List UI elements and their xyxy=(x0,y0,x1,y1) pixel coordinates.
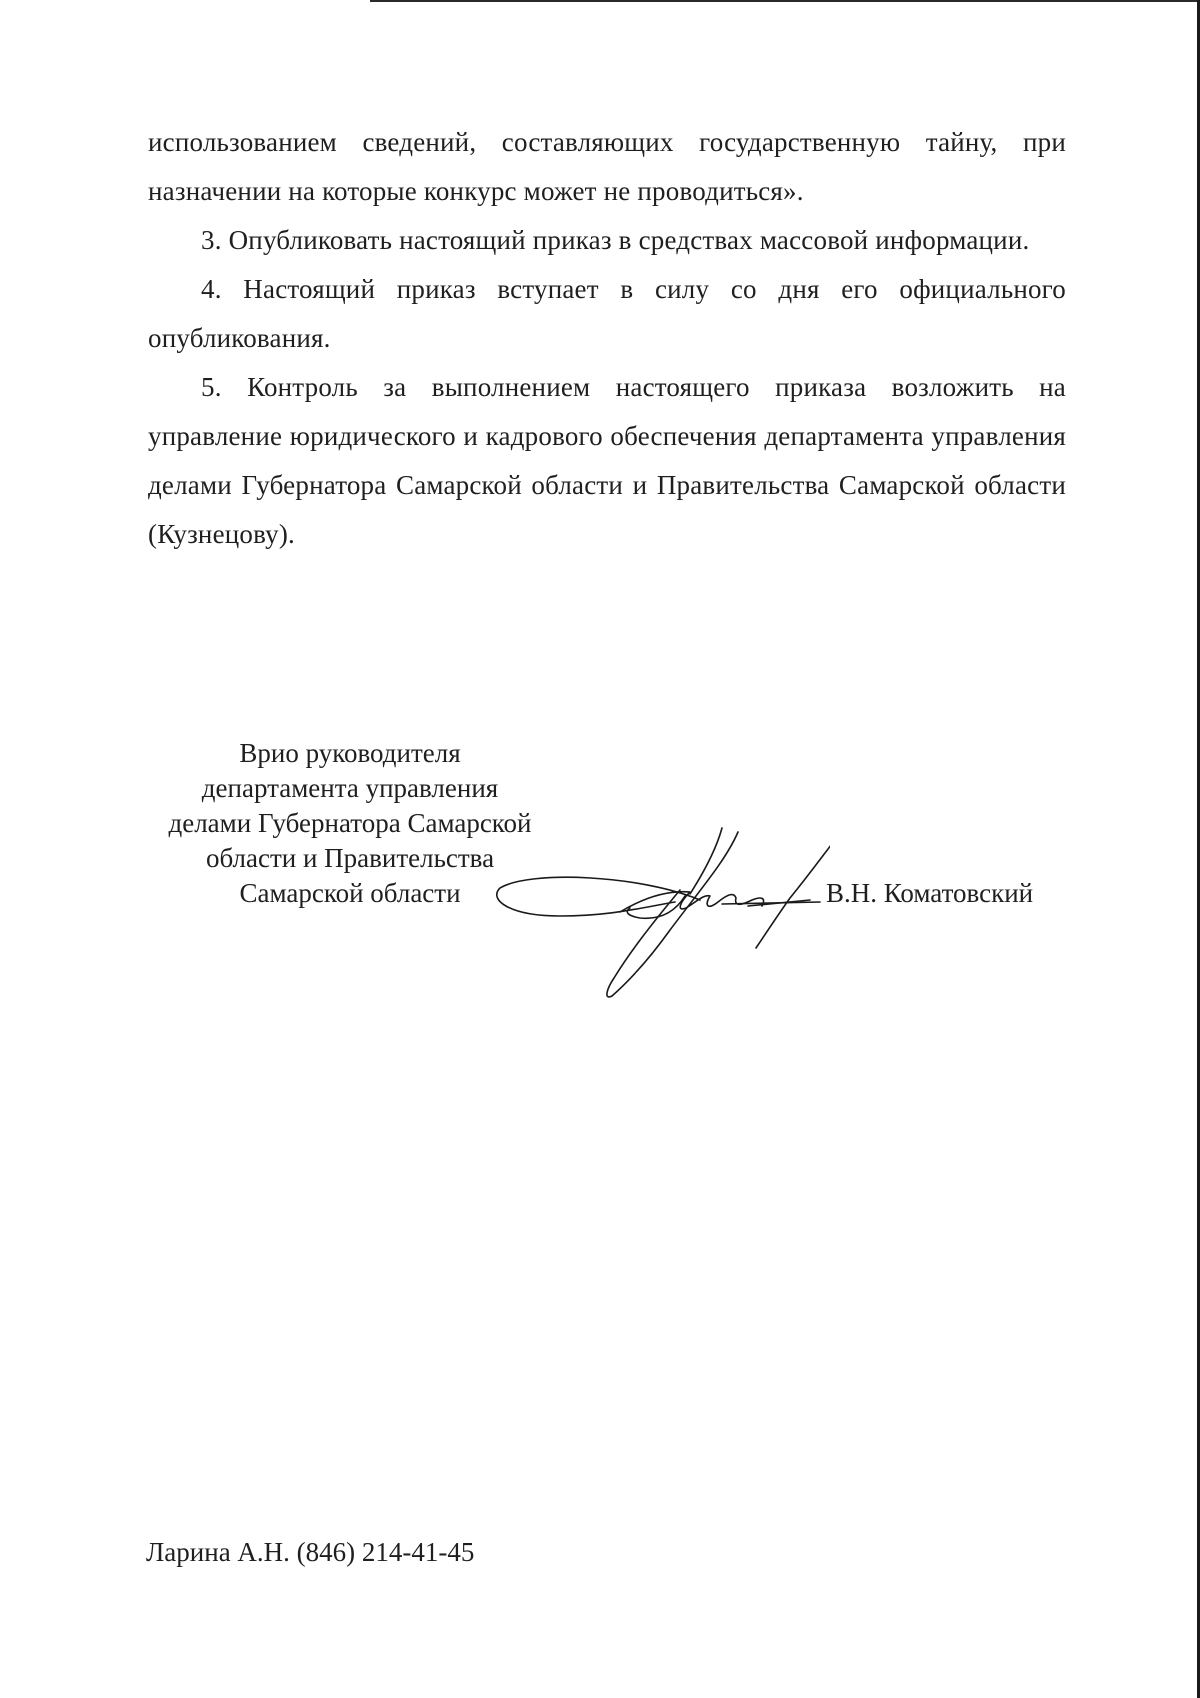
paragraph-item-4: 4. Настоящий приказ вступает в силу со дня его официального опубликования. xyxy=(148,274,1066,353)
contact-info: Ларина А.Н. (846) 214-41-45 xyxy=(146,1537,475,1567)
signatory-position-line: Самарской области xyxy=(239,878,461,908)
signatory-position-line: делами Губернатора Самарской xyxy=(168,808,532,838)
signatory-position-line: области и Правительства xyxy=(205,843,495,873)
signatory-position-line: департамента управления xyxy=(201,773,499,803)
paragraph-item-5: 5. Контроль за выполнением настоящего приказа возложить на управление юридического и кадрового обеспечения департамента управления делами Губернатора Самарской области и Правительства Самарской области (Кузнецову). xyxy=(148,372,1066,549)
scan-edge-top xyxy=(370,0,1200,2)
signatory-position-line: Врио руководителя xyxy=(239,738,461,768)
document-body xyxy=(148,118,1066,559)
paragraph-item-3: 3. Опубликовать настоящий приказ в средствах массовой информации. xyxy=(201,225,1030,255)
signer-name: В.Н. Коматовский xyxy=(826,878,1034,908)
paragraph-continuation: использованием сведений, составляющих государственную тайну, при назначении на которые конкурс может не проводиться». xyxy=(148,127,1066,206)
handwritten-signature xyxy=(490,820,830,1000)
